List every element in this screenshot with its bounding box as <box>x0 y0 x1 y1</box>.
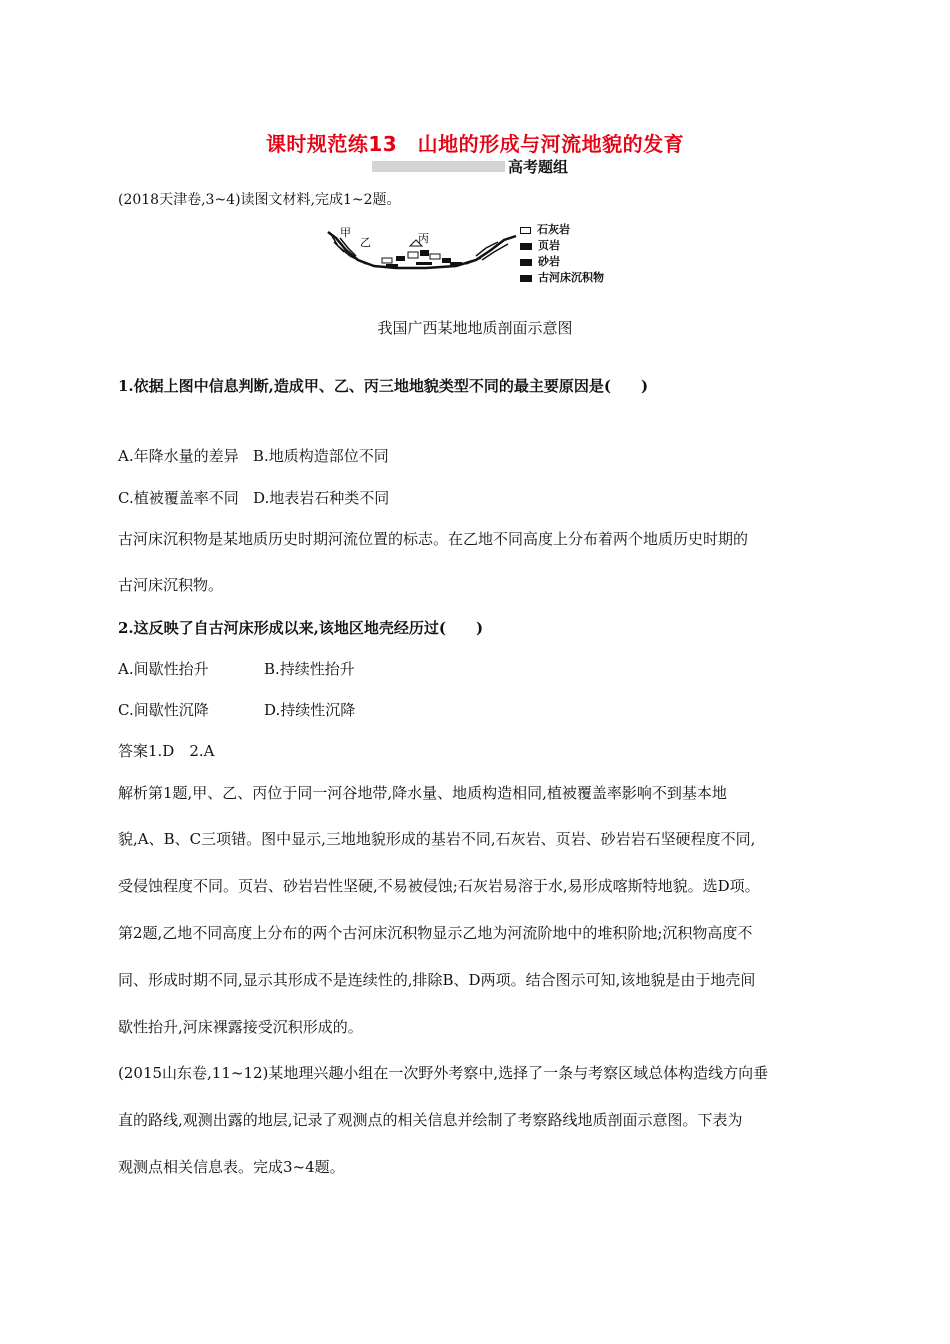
analysis-line-3: 受侵蚀程度不同。页岩、砂岩岩性坚硬,不易被侵蚀;石灰岩易溶于水,易形成喀斯特地貌。选D项。 <box>118 877 760 895</box>
subtitle-bar <box>372 161 505 172</box>
question-2-stem: 2.这反映了自古河床形成以来,该地区地壳经历过( ) <box>118 619 484 637</box>
q2-option-b[interactable]: B.持续性抬升 <box>264 660 355 678</box>
intro-text-1: (2018天津卷,3~4)读图文材料,完成1~2题。 <box>118 192 401 208</box>
intro-2-line-2: 直的路线,观测出露的地层,记录了观测点的相关信息并绘制了考察路线地质剖面示意图。下表为 <box>118 1111 743 1129</box>
question-1-options-row1 <box>118 445 389 466</box>
material-line-1: 古河床沉积物是某地质历史时期河流位置的标志。在乙地不同高度上分布着两个地质历史时期的 <box>118 530 749 548</box>
analysis-line-6: 歇性抬升,河床裸露接受沉积形成的。 <box>118 1018 363 1036</box>
legend-item-shale: 页岩 <box>520 238 604 254</box>
figure-legend <box>520 222 604 286</box>
sandstone-swatch <box>520 259 532 266</box>
label-yi: 乙 <box>360 236 371 249</box>
riverbed-deposit-swatch <box>520 275 532 282</box>
question-1-stem: 1.依据上图中信息判断,造成甲、乙、丙三地地貌类型不同的最主要原因是( ) <box>118 377 649 395</box>
analysis-line-4: 第2题,乙地不同高度上分布的两个古河床沉积物显示乙地为河流阶地中的堆积阶地;沉积物高度不 <box>118 924 753 942</box>
material-line-2: 古河床沉积物。 <box>118 576 224 594</box>
label-jia: 甲 <box>340 226 351 239</box>
legend-item-limestone: 石灰岩 <box>520 222 604 238</box>
q2-option-a[interactable]: A.间歇性抬升 <box>118 660 209 678</box>
q1-option-a[interactable]: A.年降水量的差异 <box>118 447 239 465</box>
q2-option-c[interactable]: C.间歇性沉降 <box>118 701 209 719</box>
analysis-line-2: 貌,A、B、C三项错。图中显示,三地地貌形成的基岩不同,石灰岩、页岩、砂岩岩石坚硬程度不同, <box>118 830 756 848</box>
analysis-line-5: 同、形成时期不同,显示其形成不是连续性的,排除B、D两项。结合图示可知,该地貌是由于地壳间 <box>118 971 756 989</box>
geologic-section-diagram <box>326 222 526 284</box>
legend-item-sandstone: 砂岩 <box>520 254 604 270</box>
intro-2-line-1: (2015山东卷,11~12)某地理兴趣小组在一次野外考察中,选择了一条与考察区域总体构造线方向垂 <box>118 1064 769 1082</box>
q2-option-d[interactable]: D.持续性沉降 <box>264 701 356 719</box>
q1-option-d[interactable]: D.地表岩石种类不同 <box>253 489 390 507</box>
page-title: 课时规范练13 山地的形成与河流地貌的发育 <box>265 132 685 156</box>
label-bing: 丙 <box>418 232 429 245</box>
question-2-options-row2 <box>118 699 355 720</box>
section-subtitle: 高考题组 <box>508 158 569 176</box>
question-2-options-row1 <box>118 658 355 679</box>
legend-item-riverbed-deposit: 古河床沉积物 <box>520 270 604 286</box>
q1-option-c[interactable]: C.植被覆盖率不同 <box>118 489 239 507</box>
intro-2-line-3: 观测点相关信息表。完成3~4题。 <box>118 1158 345 1176</box>
question-1-options-row2 <box>118 487 389 508</box>
figure-caption: 我国广西某地地质剖面示意图 <box>377 319 573 337</box>
analysis-line-1: 解析第1题,甲、乙、丙位于同一河谷地带,降水量、地质构造相同,植被覆盖率影响不到基本地 <box>118 784 727 802</box>
q1-option-b[interactable]: B.地质构造部位不同 <box>252 447 389 465</box>
shale-swatch <box>520 243 532 250</box>
answer-line: 答案1.D 2.A <box>118 742 215 760</box>
limestone-swatch <box>520 227 531 234</box>
